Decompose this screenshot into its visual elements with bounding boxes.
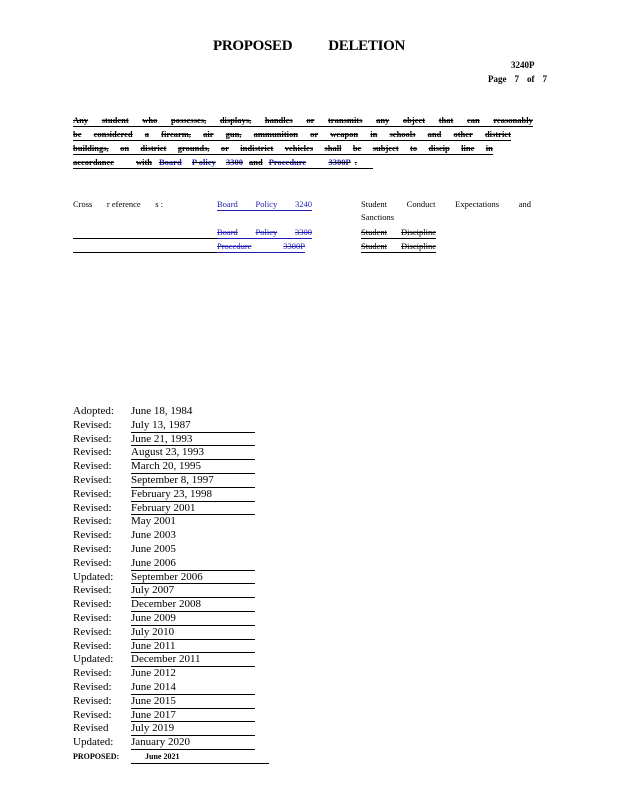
cross-reference-label xyxy=(73,198,163,210)
history-date: June 2017 xyxy=(131,709,255,723)
paragraph-line1-word: transmits xyxy=(327,115,363,125)
history-row xyxy=(73,709,269,723)
history-row xyxy=(73,598,269,612)
cross-ref-desc-word: Expectations xyxy=(455,199,500,209)
title-deletion: DELETION xyxy=(328,38,406,54)
history-label: PROPOSED: xyxy=(73,751,120,761)
history-row xyxy=(73,626,269,640)
history-row xyxy=(73,543,269,557)
cross-ref-desc-word: Student xyxy=(361,227,387,237)
paragraph-line1-word: object xyxy=(402,115,426,125)
history-date: July 2010 xyxy=(131,626,255,640)
history-label: Revised: xyxy=(73,694,112,707)
history-row xyxy=(73,612,269,626)
history-label: Revised: xyxy=(73,542,112,555)
history-label: Revised: xyxy=(73,487,112,500)
paragraph-line-2 xyxy=(73,127,511,141)
history-date: June 2005 xyxy=(131,542,176,555)
paragraph-line1-word: can xyxy=(466,115,480,125)
page-of: of xyxy=(527,74,535,84)
title-proposed: PROPOSED xyxy=(212,38,293,54)
paragraph-line3-word: grounds, xyxy=(177,143,210,153)
cross-ref-desc-word: Discipline xyxy=(401,227,436,237)
paragraph-line1-word: any xyxy=(376,115,390,125)
paragraph-line2-word: considered xyxy=(93,129,133,139)
history-date: June 18, 1984 xyxy=(131,405,193,417)
history-row xyxy=(73,474,269,488)
paragraph-line1-word: displays, xyxy=(219,115,252,125)
history-label: Updated: xyxy=(73,736,114,749)
line4-prefix xyxy=(73,155,152,168)
paragraph-line3-word: shall xyxy=(324,143,342,153)
cross-ref-link[interactable] xyxy=(217,198,312,211)
history-date: March 20, 1995 xyxy=(131,460,255,474)
history-date: May 2001 xyxy=(131,515,176,528)
cross-ref-label-word: Cross xyxy=(73,199,93,209)
history-date: July 13, 1987 xyxy=(131,419,255,433)
history-date: June 2006 xyxy=(131,557,255,571)
cross-ref-desc-word: Discipline xyxy=(401,241,436,251)
paragraph-line2-word: be xyxy=(73,129,82,139)
paragraph-line3-word: in xyxy=(485,143,493,153)
document-title xyxy=(0,38,618,55)
paragraph-line3-word: indistrict xyxy=(240,143,274,153)
history-label: Revised: xyxy=(73,432,112,445)
paragraph-line1-word: reasonably xyxy=(493,115,533,125)
history-row xyxy=(73,460,269,474)
history-label: Revised: xyxy=(73,611,112,624)
history-label: Revised: xyxy=(73,639,112,652)
cross-ref-desc-word: and xyxy=(518,199,531,209)
link-policy-word: Board xyxy=(159,157,182,167)
paragraph-line3-word: vehicles xyxy=(284,143,314,153)
cross-ref-description xyxy=(361,226,436,239)
paragraph-line-3 xyxy=(73,141,493,155)
cross-ref-rule xyxy=(73,238,217,239)
history-label: Revised: xyxy=(73,556,112,569)
history-row xyxy=(73,405,269,419)
history-label: Revised: xyxy=(73,460,112,473)
history-date: June 2014 xyxy=(131,681,255,695)
history-label: Revised: xyxy=(73,584,112,597)
history-date: June 2021 xyxy=(131,750,269,764)
cross-ref-link-word: Policy xyxy=(255,199,278,209)
paragraph-line4-word: with xyxy=(135,157,152,167)
page-number: 7 xyxy=(514,74,519,84)
link-procedure-3300p[interactable] xyxy=(269,155,351,168)
cross-ref-label-word: s : xyxy=(155,199,163,209)
history-label: Revised: xyxy=(73,625,112,638)
history-date: January 2020 xyxy=(131,736,255,750)
history-row xyxy=(73,736,269,750)
history-label: Revised: xyxy=(73,708,112,721)
paragraph-line1-word: who xyxy=(142,115,158,125)
paragraph-line3-word: be xyxy=(352,143,362,153)
paragraph-line3-word: discip xyxy=(428,143,450,153)
history-date: July 2007 xyxy=(131,584,255,598)
paragraph-line1-word: or xyxy=(306,115,315,125)
history-label: Updated: xyxy=(73,653,114,666)
paragraph-line3-word: or xyxy=(220,143,229,153)
cross-ref-link-word: 3300 xyxy=(294,227,312,237)
paragraph-line2-word: a xyxy=(144,129,150,139)
paragraph-line2-word: and xyxy=(427,129,442,139)
cross-ref-link-word: Procedure xyxy=(217,241,252,251)
history-date: February 2001 xyxy=(131,502,255,516)
history-label: Revised: xyxy=(73,598,112,611)
cross-ref-description-cont: Sanctions xyxy=(361,212,395,222)
paragraph-line1-word: Any xyxy=(73,115,89,125)
cross-ref-desc-word: Student xyxy=(361,241,387,251)
history-row xyxy=(73,515,269,529)
paragraph-line2-word: weapon xyxy=(330,129,359,139)
page-total: 7 xyxy=(542,74,547,84)
history-row xyxy=(73,446,269,460)
history-row xyxy=(73,695,269,709)
paragraph-line1-word: handles xyxy=(264,115,293,125)
history-label: Adopted: xyxy=(73,405,114,417)
history-row xyxy=(73,640,269,654)
history-label: Revised: xyxy=(73,529,112,542)
paragraph-line-4 xyxy=(73,155,373,169)
paragraph-line1-word: student xyxy=(101,115,129,125)
history-date: June 2003 xyxy=(131,529,176,542)
history-label: Revised: xyxy=(73,501,112,514)
cross-ref-desc-word: Conduct xyxy=(406,199,436,209)
history-row xyxy=(73,584,269,598)
paragraph-line2-word: air xyxy=(203,129,214,139)
revision-history xyxy=(73,405,269,764)
cross-ref-link-word: Board xyxy=(217,199,238,209)
link-procedure-word: Procedure xyxy=(268,157,307,167)
link-policy-word: 3300 xyxy=(226,157,243,167)
paragraph-line4-word: accordance xyxy=(73,157,115,167)
cross-references xyxy=(0,198,618,258)
history-date: February 23, 1998 xyxy=(131,488,255,502)
history-date: September 8, 1997 xyxy=(131,474,255,488)
cross-ref-link-word: Board xyxy=(217,227,238,237)
link-policy-word: P olicy xyxy=(191,157,216,167)
history-row xyxy=(73,571,269,585)
link-board-policy-3300[interactable] xyxy=(159,155,243,168)
paragraph-line2-word: district xyxy=(484,129,511,139)
paragraph-line3-word: line xyxy=(461,143,475,153)
history-label: Updated: xyxy=(73,570,114,583)
history-row xyxy=(73,502,269,516)
paragraph-line3-word: subject xyxy=(372,143,399,153)
line4-and: and xyxy=(249,157,263,167)
line4-end: . xyxy=(354,157,357,167)
cross-ref-link[interactable] xyxy=(217,240,305,253)
paragraph-line2-word: gun, xyxy=(225,129,242,139)
history-row xyxy=(73,722,269,736)
history-row xyxy=(73,653,269,667)
history-date: December 2008 xyxy=(131,598,255,612)
history-date: September 2006 xyxy=(131,571,255,585)
doc-code: 3240P xyxy=(511,60,535,70)
history-label: Revised: xyxy=(73,515,112,528)
page-label: Page xyxy=(488,74,507,84)
history-row xyxy=(73,750,269,764)
cross-ref-link-word: Policy xyxy=(255,227,278,237)
history-date: July 2019 xyxy=(131,722,255,736)
history-row xyxy=(73,557,269,571)
history-date: June 21, 1993 xyxy=(131,433,255,447)
deleted-paragraph xyxy=(73,113,533,169)
history-label: Revised: xyxy=(73,667,112,680)
paragraph-line-1 xyxy=(73,113,533,127)
cross-ref-link-word: 3300P xyxy=(283,241,305,251)
paragraph-line2-word: ammunition xyxy=(253,129,298,139)
paragraph-line2-word: or xyxy=(310,129,319,139)
history-date: June 2015 xyxy=(131,695,255,709)
link-procedure-word: 3300P xyxy=(328,157,351,167)
cross-ref-link-word: 3240 xyxy=(294,199,312,209)
history-label: Revised: xyxy=(73,418,112,431)
history-row xyxy=(73,667,269,681)
paragraph-line2-word: schools xyxy=(389,129,416,139)
history-date: August 23, 1993 xyxy=(131,446,255,460)
cross-ref-label-word: r eference xyxy=(106,199,141,209)
history-label: Revised: xyxy=(73,473,112,486)
history-row xyxy=(73,433,269,447)
history-row xyxy=(73,529,269,543)
history-row xyxy=(73,681,269,695)
paragraph-line3-word: buildings, xyxy=(73,143,109,153)
paragraph-line1-word: possesses, xyxy=(171,115,207,125)
paragraph-line2-word: firearm, xyxy=(161,129,191,139)
cross-ref-description xyxy=(361,240,436,253)
history-label: Revised: xyxy=(73,446,112,459)
history-row xyxy=(73,488,269,502)
history-label: Revised: xyxy=(73,680,112,693)
paragraph-line2-word: other xyxy=(453,129,473,139)
cross-ref-desc-word: Student xyxy=(361,199,387,209)
history-label: Revised xyxy=(73,722,109,735)
cross-ref-link[interactable] xyxy=(217,226,312,239)
history-row xyxy=(73,419,269,433)
history-date: June 2011 xyxy=(131,640,255,654)
history-date: June 2009 xyxy=(131,612,255,626)
paragraph-line1-word: that xyxy=(438,115,454,125)
history-date: December 2011 xyxy=(131,653,255,667)
paragraph-line2-word: in xyxy=(370,129,378,139)
paragraph-line3-word: on xyxy=(120,143,130,153)
paragraph-line3-word: to xyxy=(410,143,418,153)
cross-ref-rule xyxy=(73,252,217,253)
page-indicator xyxy=(488,74,547,84)
cross-ref-description xyxy=(361,198,531,210)
history-date: June 2012 xyxy=(131,667,176,680)
paragraph-line3-word: district xyxy=(140,143,167,153)
